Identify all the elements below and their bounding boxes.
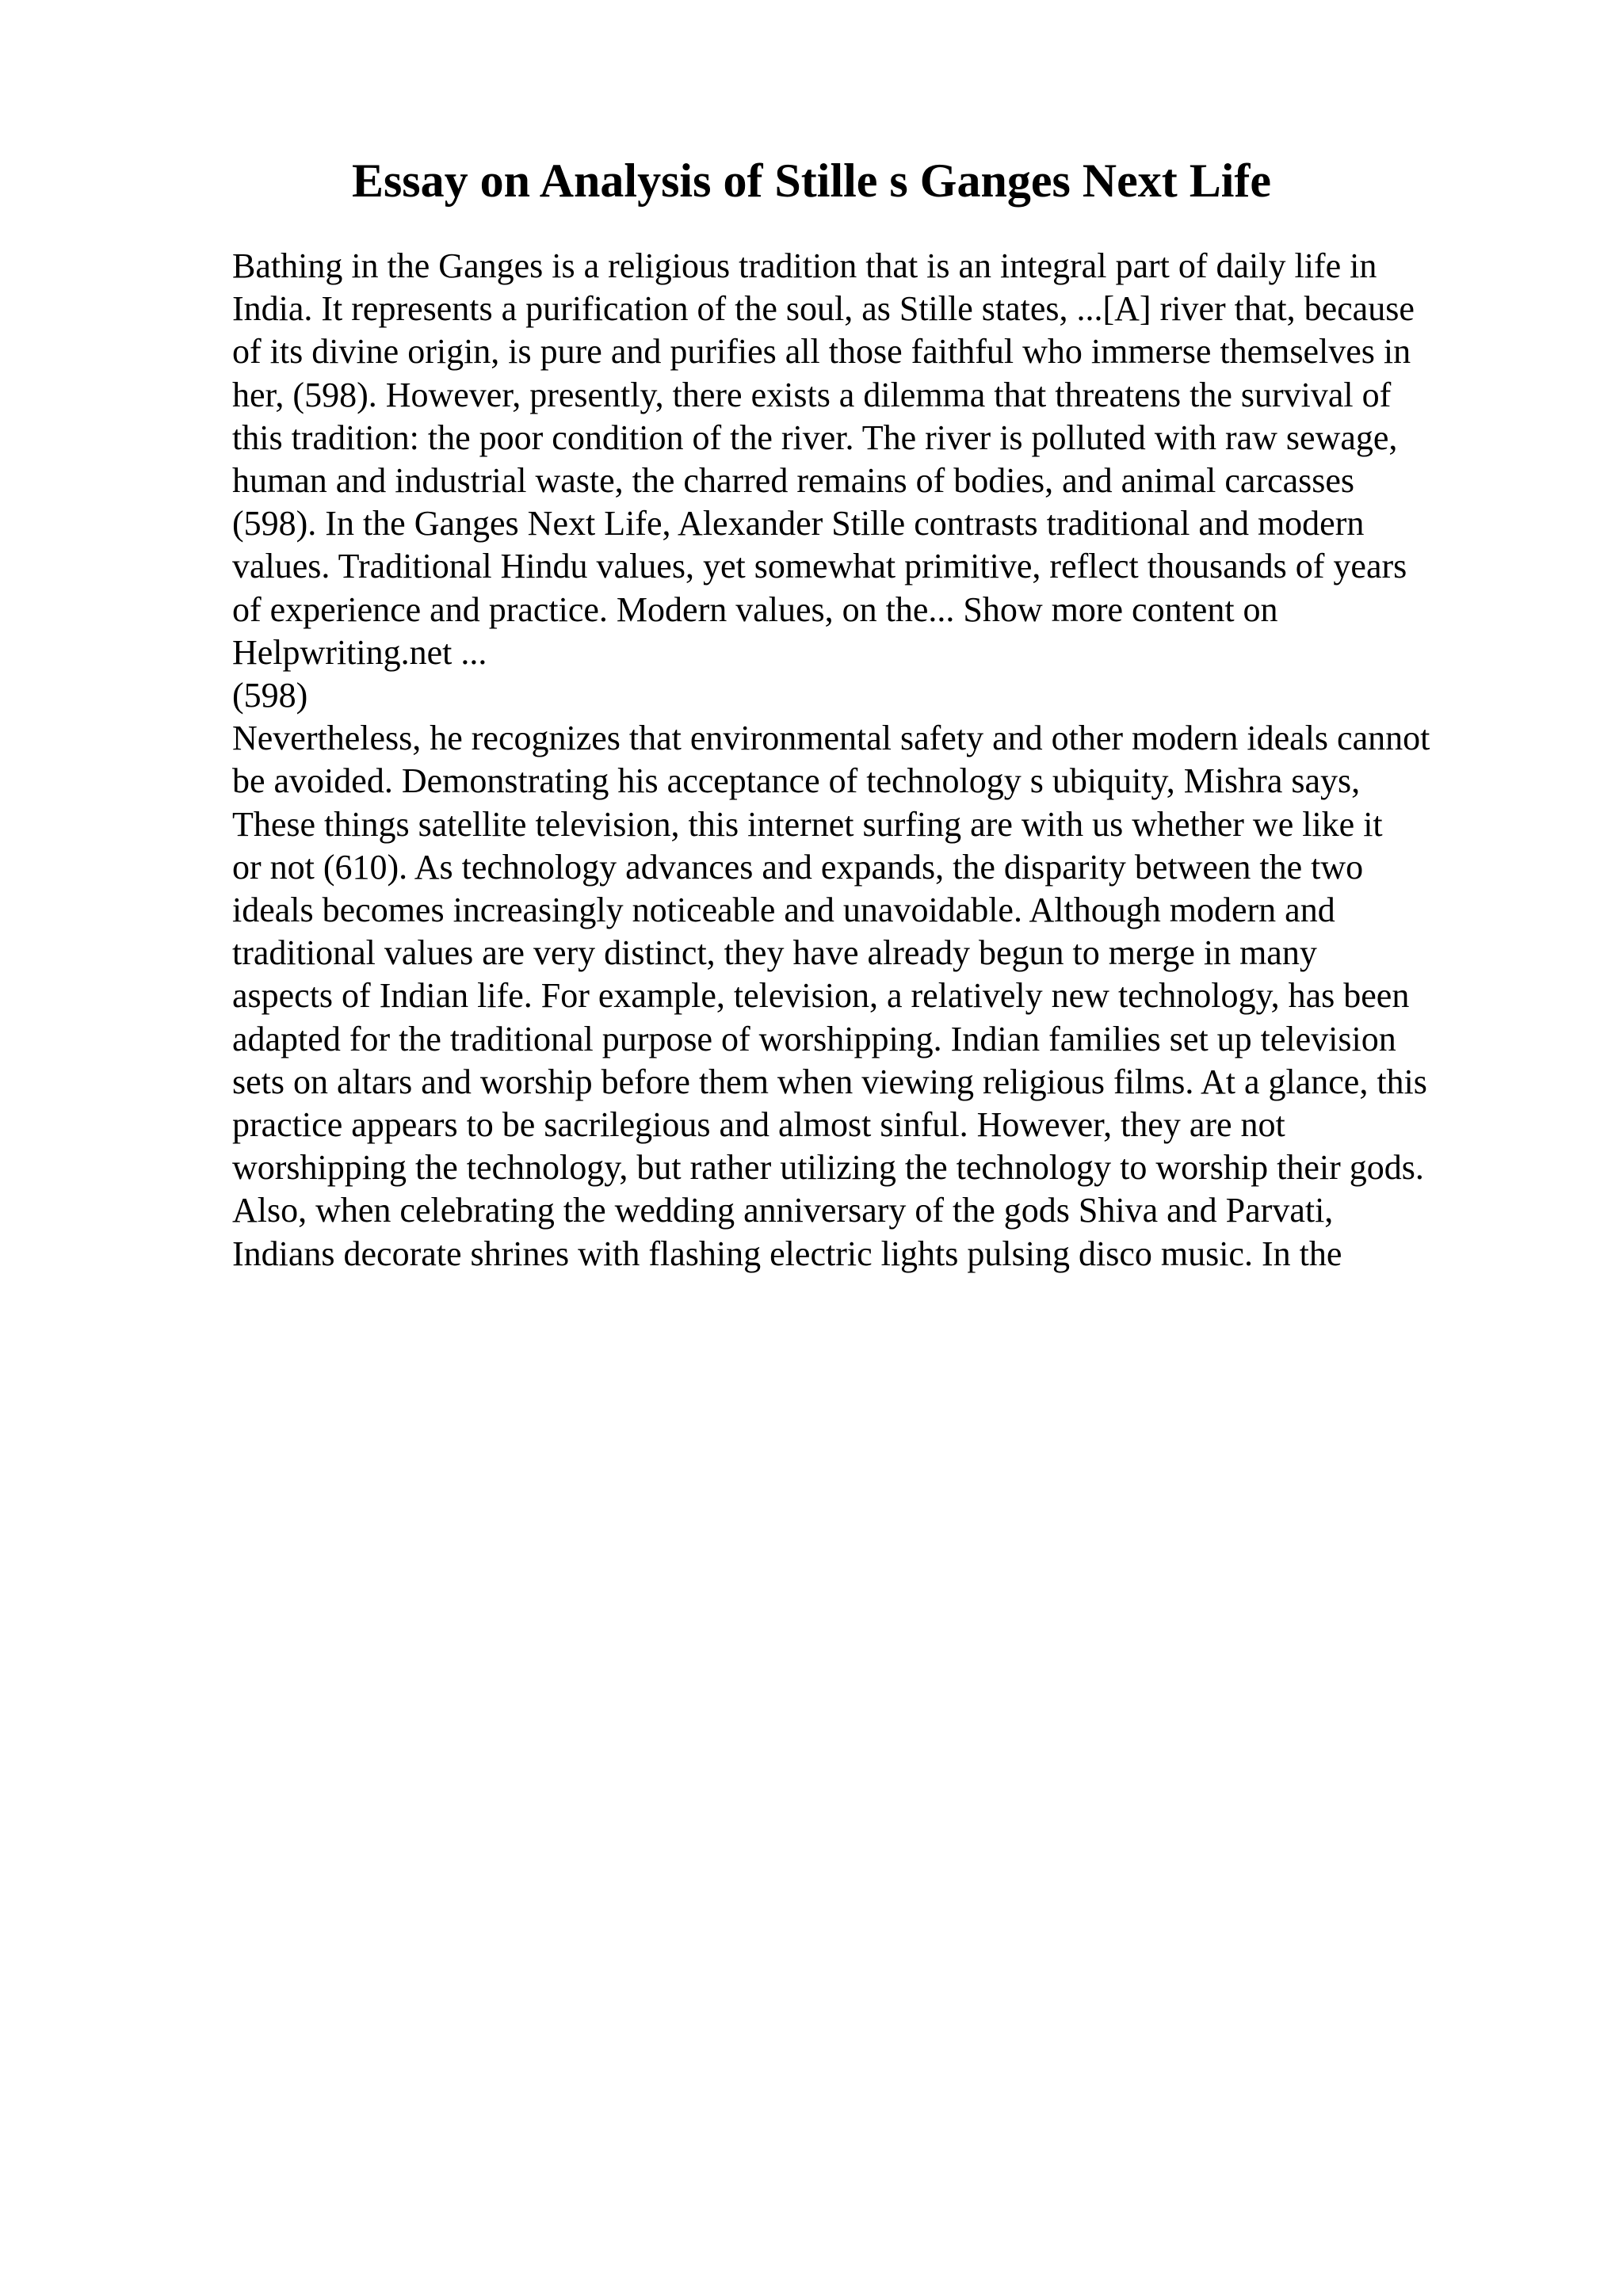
text-line: worshipping the technology, but rather utilizing the technology to worship their gods. <box>232 1148 1424 1188</box>
text-line: Also, when celebrating the wedding anniversary of the gods Shiva and Parvati, <box>232 1191 1334 1230</box>
text-line: traditional values are very distinct, they have already begun to merge in many <box>232 933 1317 973</box>
text-line: adapted for the traditional purpose of worshipping. Indian families set up television <box>232 1019 1396 1058</box>
text-line: sets on altars and worship before them when viewing religious films. At a glance, this <box>232 1062 1427 1101</box>
text-line: her, (598). However, presently, there exists a dilemma that threatens the survival of <box>232 375 1392 414</box>
text-line: These things satellite television, this internet surfing are with us whether we like it <box>232 804 1383 844</box>
text-line: of its divine origin, is pure and purifies all those faithful who immerse themselves in <box>232 332 1411 372</box>
text-line: practice appears to be sacrilegious and almost sinful. However, they are not <box>232 1105 1285 1145</box>
text-line: ideals becomes increasingly noticeable and unavoidable. Although modern and <box>232 891 1335 930</box>
text-line: Bathing in the Ganges is a religious tradition that is an integral part of daily life in <box>232 246 1377 285</box>
text-line: values. Traditional Hindu values, yet somewhat primitive, reflect thousands of years <box>232 547 1407 586</box>
text-line: of experience and practice. Modern values, on the... Show more content on <box>232 589 1278 629</box>
text-line: (598) <box>232 676 308 715</box>
text-line: or not (610). As technology advances and expands, the disparity between the two <box>232 847 1364 887</box>
text-line: Nevertheless, he recognizes that environmental safety and other modern ideals cannot <box>232 719 1430 758</box>
text-line: India. It represents a purification of the soul, as Stille states, ...[A] river that, because <box>232 289 1415 329</box>
text-line: human and industrial waste, the charred remains of bodies, and animal carcasses <box>232 461 1355 501</box>
text-line: aspects of Indian life. For example, television, a relatively new technology, has been <box>232 976 1410 1016</box>
essay-body <box>232 245 1532 1276</box>
text-line: Helpwriting.net ... <box>232 632 487 672</box>
text-line: Indians decorate shrines with flashing electric lights pulsing disco music. In the <box>232 1234 1342 1273</box>
page-title: Essay on Analysis of Stille s Ganges Next Life <box>351 154 1272 207</box>
text-line: (598). In the Ganges Next Life, Alexander Stille contrasts traditional and modern <box>232 504 1365 543</box>
text-line: this tradition: the poor condition of the river. The river is polluted with raw sewage, <box>232 418 1398 457</box>
text-line: be avoided. Demonstrating his acceptance of technology s ubiquity, Mishra says, <box>232 761 1361 801</box>
